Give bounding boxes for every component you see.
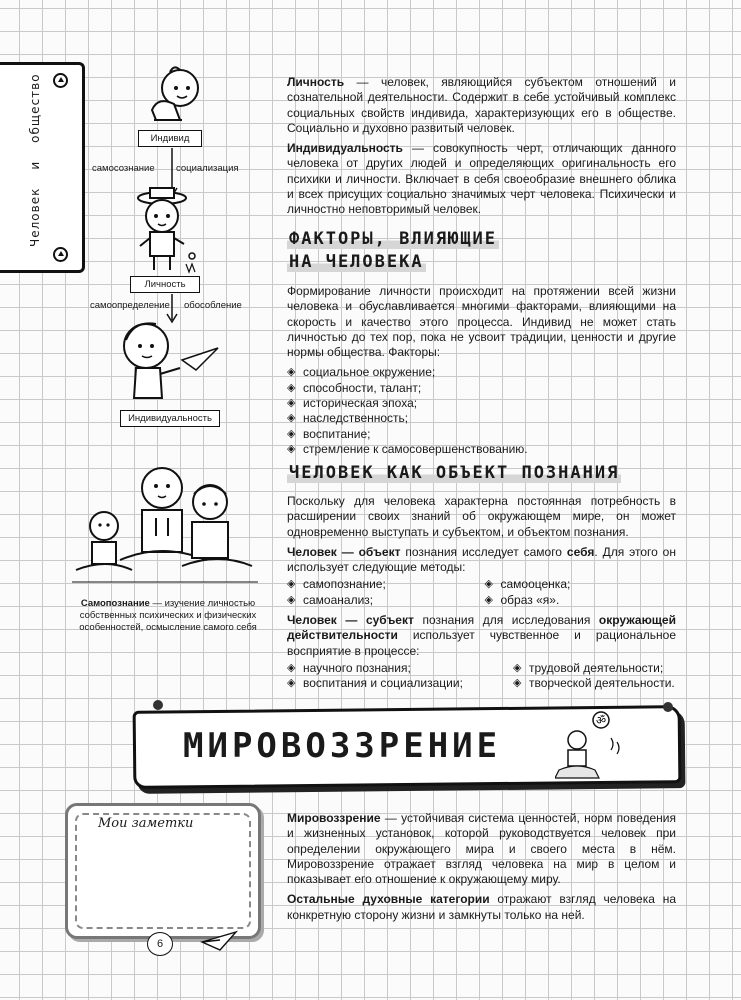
chapter-marker-icon xyxy=(53,73,68,88)
pin-icon xyxy=(153,700,163,710)
definition-spiritual-categories xyxy=(287,892,676,923)
process-label-left: самоопределение xyxy=(90,300,170,311)
caption-term: Самопознание xyxy=(80,598,150,609)
pin-icon xyxy=(663,702,673,712)
chapter-tab xyxy=(0,62,85,273)
process-label-left: самосознание xyxy=(92,163,155,174)
child-illustration xyxy=(128,186,212,278)
definition-personality xyxy=(287,75,676,136)
definitions-block xyxy=(287,75,676,223)
om-symbol: ॐ xyxy=(596,714,607,727)
object-paragraph xyxy=(287,545,676,576)
chapter-word-2: и xyxy=(28,160,42,170)
cognition-block xyxy=(287,494,676,697)
stage-label: Индивидуальность xyxy=(128,413,212,424)
heading-line: ЧЕЛОВЕК КАК ОБЪЕКТ ПОЗНАНИЯ xyxy=(289,463,620,483)
stage-box-personality xyxy=(130,276,200,293)
stage-label: Индивид xyxy=(150,133,190,144)
caption-text: — изучение личностью собственных психических и физических особенностей, осмысление самого себя xyxy=(79,598,257,633)
term: Индивидуальность xyxy=(287,141,403,156)
process-label-right: социализация xyxy=(176,163,239,174)
paper-plane-icon xyxy=(200,928,240,954)
chapter-marker-icon xyxy=(53,247,68,262)
list-item: ◈ самооценка; xyxy=(485,577,677,592)
list-item: ◈ научного познания; xyxy=(287,661,507,676)
meditating-person-icon xyxy=(555,710,645,782)
definition-text: отражают взгляд человека на конкретную сторону жизни и замкнуты только на ней. xyxy=(287,892,677,922)
list-item: ◈ воспитания и социализации; xyxy=(287,676,507,691)
chapter-word-3: общество xyxy=(28,73,42,143)
text-span: использует чувственное и рациональное восприятие в процессе: xyxy=(287,628,676,658)
notes-box[interactable] xyxy=(65,803,261,939)
adult-illustration xyxy=(112,316,232,402)
process-label-right: обособление xyxy=(184,300,242,311)
methods-list xyxy=(287,577,676,608)
list-item: ◈ творческой деятельности. xyxy=(513,676,676,691)
term: Личность xyxy=(287,75,345,89)
term: себя xyxy=(566,544,595,559)
list-item: ◈ самопознание; xyxy=(287,577,479,592)
definition-text: — человек, являющийся субъектом отношений и сознательной деятельности. Содержит в себе устойчивый комплекс социальных свойств индивида, характеризующих его в обществе. Социально и духовно развитый человек. xyxy=(287,75,676,135)
term: Остальные духовные категории xyxy=(287,892,490,907)
personality-diagram xyxy=(90,60,260,435)
cognition-intro: Поскольку для человека характерна постоянная потребность в расширении своих знаний об окружающем мире, он может одновременно выступать и субъектом, и объектом познания. xyxy=(287,494,676,539)
text-span: . Для этого он использует следующие методы: xyxy=(287,544,676,575)
definition-worldview xyxy=(287,811,676,887)
factors-intro: Формирование личности происходит на протяжении всей жизни человека и обуславливается многими факторами, влияющими на скорость и качество этого процесса. Индивид не может стать личностью до тех пор, пока не усвоит традиции, ценности и другие нормы общества. Факторы: xyxy=(287,284,676,360)
list-item: ◈ образ «я». xyxy=(485,593,677,608)
definition-text: — устойчивая система ценностей, норм поведения и жизненных установок, которой руководствуется человек при определении окружающего мира и своего места в нём. Мировоззрение отражает взгляд человека на мир в целом и показывает его отношение к окружающему миру. xyxy=(287,811,676,887)
list-item: ◈ способности, талант; xyxy=(287,381,676,396)
section-heading-factors xyxy=(287,228,499,274)
list-item: ◈ самоанализ; xyxy=(287,593,479,608)
term: Человек — объект xyxy=(287,544,401,559)
stage-label: Личность xyxy=(144,279,186,290)
definition-individuality xyxy=(287,141,676,217)
notes-label: Мои заметки xyxy=(98,816,194,831)
subject-paragraph xyxy=(287,613,676,659)
self-knowledge-caption xyxy=(78,598,258,634)
section-heading-cognition xyxy=(287,462,621,485)
factors-block xyxy=(287,284,676,462)
chapter-title xyxy=(28,73,42,247)
term: Человек — субъект xyxy=(287,613,414,628)
term: окружающей действительности xyxy=(287,613,676,643)
chapter-word-1: Человек xyxy=(28,187,42,247)
list-item: ◈ стремление к самосовершенствованию. xyxy=(287,442,676,457)
family-meditating-illustration xyxy=(70,462,260,590)
list-item: ◈ воспитание; xyxy=(287,427,676,442)
term: Мировоззрение xyxy=(287,811,381,825)
text-span: познания для исследования xyxy=(413,613,599,628)
worldview-block xyxy=(287,811,676,928)
definition-text: — совокупность черт, отличающих данного человека от других людей и определяющих оригинальность его психики и личности. Включает в себя своеобразие внешнего облика и всех присущих социально значимых черт человека. Психически и личностно неповторимый человек. xyxy=(287,141,676,217)
banner-title: МИРОВОЗЗРЕНИЕ xyxy=(183,726,502,766)
heading-line: ФАКТОРЫ, ВЛИЯЮЩИЕ xyxy=(289,229,497,249)
list-item: ◈ наследственность; xyxy=(287,411,676,426)
factors-list xyxy=(287,365,676,457)
heading-line: НА ЧЕЛОВЕКА xyxy=(289,252,424,272)
text-span: познания исследует самого xyxy=(400,544,567,559)
stage-box-individual xyxy=(138,130,202,147)
stage-box-individuality xyxy=(120,410,220,427)
list-item: ◈ трудовой деятельности; xyxy=(513,661,676,676)
list-item: ◈ социальное окружение; xyxy=(287,365,676,380)
processes-list xyxy=(287,661,676,692)
worldview-banner xyxy=(125,700,685,790)
baby-illustration xyxy=(140,62,210,130)
page-number: 6 xyxy=(147,932,173,956)
list-item: ◈ историческая эпоха; xyxy=(287,396,676,411)
